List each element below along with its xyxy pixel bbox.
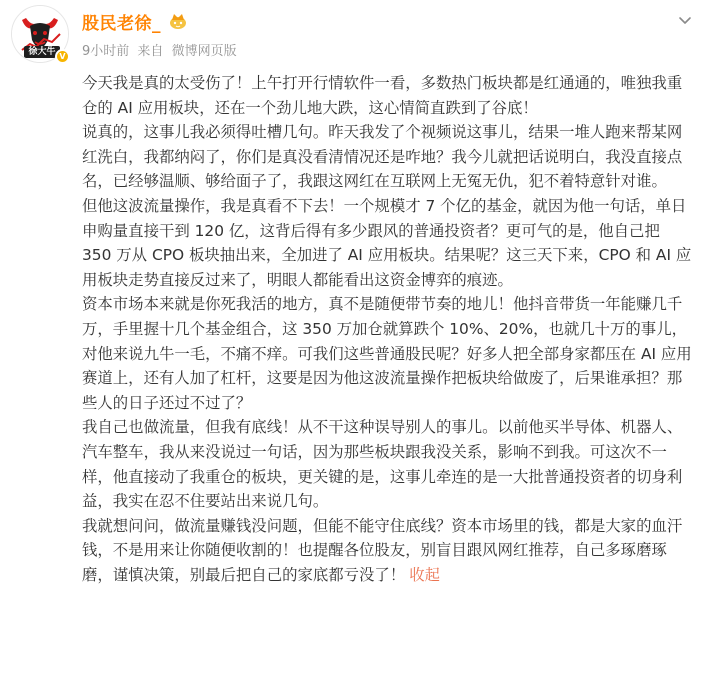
paragraph: 今天我是真的太受伤了！上午打开行情软件一看，多数热门板块都是红通通的，唯独我重仓的 AI 应用板块，还在一个劲儿地大跌，这心情简直跌到了谷底！ (82, 74, 683, 117)
crown-badge-icon[interactable] (167, 11, 189, 31)
paragraph: 我自己也做流量，但我有底线！从不干这种误导别人的事儿。以前他买半导体、机器人、汽车整车，我从来没说过一句话，因为那些板块跟我没关系，影响不到我。可这次不一样，他直接动了我重仓的板块，更关键的是，这事儿牵连的是一大批普通投资者的切身利益，我实在忍不住要站出来说几句。 (82, 418, 683, 511)
author-name[interactable]: 股民老徐_ (82, 13, 161, 34)
paragraph: 资本市场本来就是你死我活的地方，真不是随便带节奏的地儿！他抖音带货一年能赚几千万，手里握十几个基金组合，这 350 万加仓就算跌个 10%、20%，也就几十万的事儿，对他来说九牛一毛，不痛不痒。可我们这些普通股民呢？好多人把全部身家都压在 AI 应用赛道上，还有人加了杠杆，这要是因为他这波流量操作把板块给做废了，后果谁承担？那些人的日子还过不过了？ (82, 295, 692, 412)
collapse-link[interactable]: 收起 (409, 565, 441, 584)
paragraph: 但他这波流量操作，我是真看不下去！一个规模才 7 个亿的基金，就因为他一句话，单日申购量直接干到 120 亿，这背后得有多少跟风的普通投资者？更可气的是，他自己把 350 万从 CPO 板块抽出来，全加进了 AI 应用板块。结果呢？这三天下来，CPO 和 AI 应用板块走势直接反过来了，明眼人都能看出这资金博弈的痕迹。 (82, 196, 692, 289)
post-source[interactable]: 微博网页版 (171, 44, 237, 59)
post-content (82, 71, 694, 587)
paragraph-last (82, 514, 694, 588)
author-row (82, 9, 189, 33)
via-prefix: 来自 (137, 44, 164, 59)
avatar-label: 徐大牛 (24, 46, 60, 58)
post-time[interactable]: 9小时前 (82, 44, 130, 59)
verified-v-icon: V (55, 49, 70, 64)
post-meta (82, 40, 241, 59)
chevron-down-icon[interactable] (677, 12, 693, 28)
paragraph: 说真的，这事儿我必须得吐槽几句。昨天我发了个视频说这事儿，结果一堆人跑来帮某网红洗白，我都纳闷了，你们是真没看清情况还是咋地？我今儿就把话说明白，我没直接点名，已经够温顺、够给面子了，我跟这网红在互联网上无冤无仇，犯不着特意针对谁。 (82, 123, 683, 191)
paragraph-text: 我就想问问，做流量赚钱没问题，但能不能守住底线？资本市场里的钱，都是大家的血汗钱，不是用来让你随便收割的！也提醒各位股友，别盲目跟风网红推荐，自己多琢磨琢磨，谨慎决策，别最后把自己的家底都亏没了！ (82, 516, 683, 584)
